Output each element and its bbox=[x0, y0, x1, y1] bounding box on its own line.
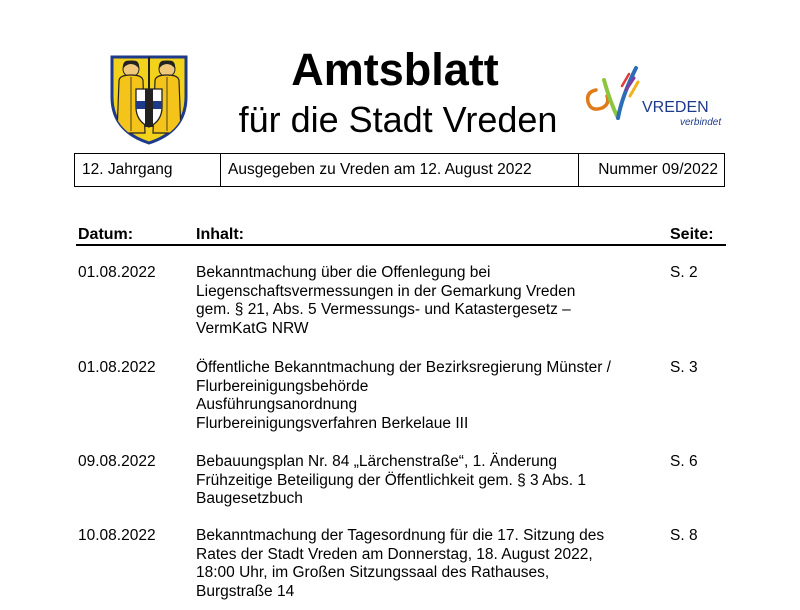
toc-entry-content bbox=[196, 359, 636, 433]
toc-entry-content bbox=[196, 264, 636, 338]
logo-tagline: verbindet bbox=[680, 117, 722, 128]
toc-entry-line: Ausführungsanordnung bbox=[196, 396, 358, 413]
toc-entry-line: Bebauungsplan Nr. 84 „Lärchenstraße“, 1. Änderung bbox=[196, 453, 558, 470]
issue-info-box bbox=[74, 153, 725, 187]
toc-entry-content bbox=[196, 453, 636, 509]
coat-of-arms bbox=[108, 45, 190, 145]
toc-header bbox=[76, 226, 726, 246]
logo-swirl-icon bbox=[588, 68, 638, 118]
toc-entry-line: 18:00 Uhr, im Großen Sitzungssaal des Rathauses, bbox=[196, 564, 550, 581]
toc-entry-line: Baugesetzbuch bbox=[196, 490, 303, 507]
toc-entry-page: S. 6 bbox=[670, 453, 698, 470]
toc-col-date: Datum: bbox=[78, 226, 134, 243]
toc-entry-date: 09.08.2022 bbox=[78, 453, 156, 470]
toc-entry-line: Bekanntmachung der Tagesordnung für die 17. Sitzung des bbox=[196, 527, 605, 544]
toc-entry-line: Rates der Stadt Vreden am Donnerstag, 18. August 2022, bbox=[196, 545, 593, 563]
toc-entry-line: gem. § 21, Abs. 5 Vermessungs- und Katastergesetz – bbox=[196, 301, 571, 318]
toc-entry-page: S. 2 bbox=[670, 264, 698, 281]
toc-col-content: Inhalt: bbox=[196, 226, 244, 243]
toc-entry-line: Burgstraße 14 bbox=[196, 582, 295, 600]
toc-col-page: Seite: bbox=[670, 226, 714, 243]
issue-number-label: Nummer 09/2022 bbox=[598, 161, 718, 178]
toc-entry-date: 01.08.2022 bbox=[78, 264, 156, 281]
toc-entry-line: Bekanntmachung über die Offenlegung bei bbox=[196, 264, 491, 281]
toc-entry-page: S. 8 bbox=[670, 527, 698, 544]
toc-entry-content bbox=[196, 527, 636, 601]
toc-entry-line: Frühzeitige Beteiligung der Öffentlichkeit gem. § 3 Abs. 1 bbox=[196, 471, 587, 489]
toc-entry-line: Flurbereinigungsbehörde bbox=[196, 377, 369, 395]
toc-entry-line: VermKatG NRW bbox=[196, 319, 309, 337]
toc-entry-date: 01.08.2022 bbox=[78, 359, 156, 376]
toc-entry-date: 10.08.2022 bbox=[78, 527, 156, 544]
page-subtitle: für die Stadt Vreden bbox=[238, 99, 558, 140]
logo-word: VREDEN bbox=[642, 99, 709, 116]
toc-entry-line: Flurbereinigungsverfahren Berkelaue III bbox=[196, 414, 469, 432]
toc-entry-page: S. 3 bbox=[670, 359, 698, 376]
page-title: Amtsblatt bbox=[291, 44, 499, 95]
toc-entry-line: Liegenschaftsvermessungen in der Gemarkung Vreden bbox=[196, 282, 576, 300]
toc-entry-line: Öffentliche Bekanntmachung der Bezirksregierung Münster / bbox=[196, 359, 611, 376]
issue-date-label: Ausgegeben zu Vreden am 12. August 2022 bbox=[221, 154, 579, 186]
volume-label: 12. Jahrgang bbox=[75, 154, 221, 186]
vreden-logo bbox=[582, 60, 732, 130]
